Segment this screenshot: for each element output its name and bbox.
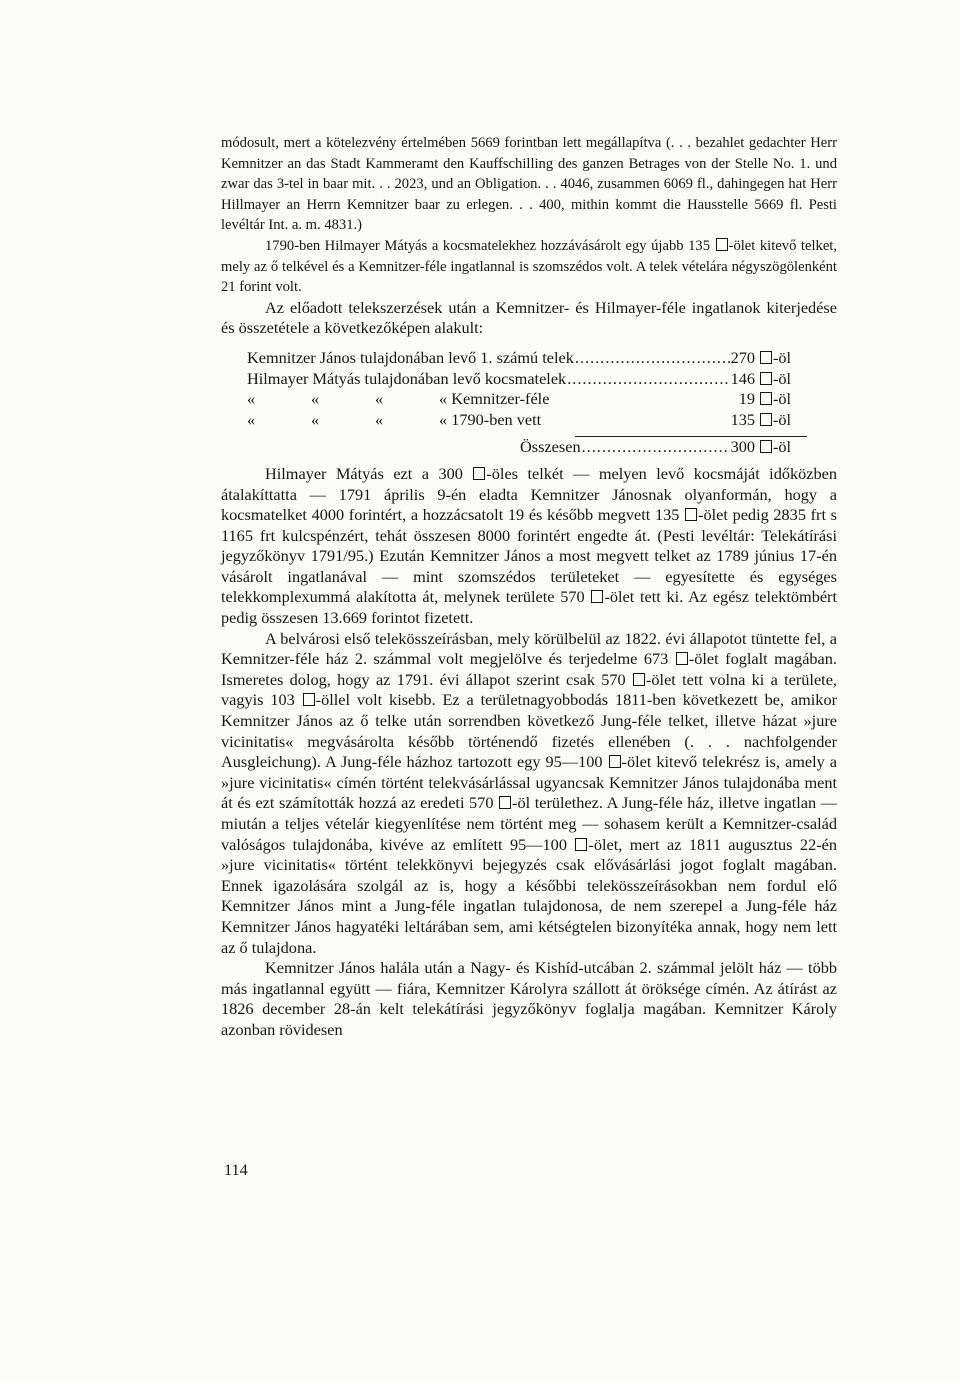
unit-text: -öl [773,389,792,409]
unit-text: -öl [773,368,792,388]
square-symbol-icon [591,590,603,603]
unit-text: -öl [773,409,792,429]
text-run: -ölet foglalt magában. Ismeretes dolog, hogy az 1791. évi állapot szerint csak 570 [221,649,837,689]
text-run: -ölet kitevő telekrész is, amely a »jure vicinitatis« címén történt telekvásárlással ugyancsak Kemnitzer János tulajdonába ment át és ezt számították hozzá az eredeti 570 [221,752,837,813]
ditto-mark: « [375,389,384,409]
row-value: 146 [730,368,755,388]
paragraph-4 [221,464,837,629]
row-unit [759,369,807,390]
paragraph-6: Kemnitzer János halála után a Nagy- és Kishíd-utcában 2. számmal jelölt ház — több más ingatlannal együtt — fiára, Kemnitzer Károlyra szállott át öröksége címén. Az átírást az 1826 december 28-án kelt telekátírási jegyzőkönyv foglalja magában. Kemnitzer Károly azonban rövidesen [221,958,837,1039]
square-symbol-icon [760,440,772,453]
ditto-mark: « [311,389,320,409]
text-run: -ölet, mert az 1811 augusztus 22-én »jure vicinitatis« történt telekkönyvi bejegyzés csak elővásárlási jogot foglalt magában. Ennek igazolására szolgál az is, hogy a későbbi telekösszeírásokban nem fordul elő Kemnitzer János mint a Jung-féle ingatlan tulajdonosa, de nem szerepel a Jung-féle ház Kemnitzer János hagyatéki leltárában sem, ami kétségtelen bizonyítéka annak, hogy nem lett az ő tulajdona. [221,834,837,957]
square-symbol-icon [760,413,772,426]
row-unit [759,410,807,431]
text-run: -ölet pedig 2835 frt s 1165 frt kulcspénzért, tehát összesen 8000 forintért engedte át. (Pesti levéltár: Telekátírási jegyzőkönyv 1791/95.) Ezután Kemnitzer János a most megvett telket az 1789 június 17-én vásárolt ingatlanával — mint szomszédos területeket — egyesítette és egységes telekkomplexummá alakította át, melynek területe 570 [221,505,837,607]
row-label-text: « Kemnitzer-féle [439,389,550,409]
square-symbol-icon [633,673,645,686]
table-row [247,389,807,410]
text-run: -öllel volt kisebb. Ez a területnagyobbodás 1811-ben következett be, amikor Kemnitzer János az ő telke után sorrendben következő Jung-féle telket, illetve házat »jure vicinitatis« megvásárolta később történendő fizetés ellenében (. . . nachfolgender Ausgleichung). A Jung-féle házhoz tartozott egy 95—100 [221,690,838,772]
square-symbol-icon [685,508,697,521]
paragraph-5 [221,629,837,959]
square-symbol-icon [760,372,772,385]
text-run: -ölet tett ki. Az egész telektömbért pedig összesen 13.669 forintot fizetett. [221,587,838,628]
unit-text: -öl [773,437,792,457]
text-run: 1790-ben Hilmayer Mátyás a kocsmatelekhez hozzávásárolt egy újabb 135 [265,237,710,254]
text-run: A belvárosi első telekösszeírásban, mely körülbelül az 1822. évi állapotot tüntette fel, a Kemnitzer-féle ház 2. számmal volt megjelölve és terjedelme 673 [221,628,837,669]
ditto-mark: « [247,389,256,409]
area-table [247,348,807,458]
text-run: -öles telkét — melyen levő kocsmáját időközben átalakíttatta — 1791 április 9-én eladta Kemnitzer Jánosnak olyanformán, hogy a kocsmatelket 4000 forintért, a hozzácsatolt 19 és később megvett 135 [221,463,837,525]
row-value: 19 [738,389,755,409]
row-label-text: « 1790-ben vett [439,409,542,429]
total-unit [759,437,807,458]
dot-leader [575,348,730,369]
row-value: 135 [730,409,755,429]
page-number: 114 [224,1160,248,1179]
paragraph-2 [221,236,837,298]
text-run: -ölet kitevő telket, mely az ő telkével és a Kemnitzer-féle ingatlannal is szomszédos volt. A telek vételára négyszögölenként 21 forint volt. [221,237,837,296]
ditto-mark: « [247,409,256,429]
total-value: 300 [730,437,755,457]
square-symbol-icon [716,238,728,251]
row-unit [759,389,807,410]
text-run: -öl területhez. A Jung-féle ház, illetve ingatlan —miután a teljes vételár kiegyenlítése nem történt meg — sohasem került a Kemnitzer-család valóságos tulajdonába, kivéve az említett 95—100 [221,793,837,854]
table-row [247,369,807,390]
row-label [247,389,549,410]
square-symbol-icon [303,693,315,706]
table-row [247,410,807,431]
square-symbol-icon [676,652,688,665]
dot-leader [582,437,730,458]
text-run: Hilmayer Mátyás ezt a 300 [265,463,463,483]
square-symbol-icon [473,467,485,480]
ditto-mark: « [311,409,320,429]
row-label: Kemnitzer János tulajdonában levő 1. számú telek [247,347,574,367]
unit-text: -öl [773,347,792,367]
square-symbol-icon [609,755,621,768]
total-row [520,437,807,458]
paragraph-1: módosult, mert a kötelezvény értelmében 5669 forintban lett megállapítva (. . . bezahlet gedachter Herr Kemnitzer an das Stadt Kammeramt den Kauffschilling des ganzen Betrages von der Stelle No. 1. und zwar das 3-tel in baar mit. . . 2023, und an Obligation. . . 4046, zusammen 6069 fl., dahingegen hat Herr Hillmayer an Herrn Kemnitzer baar zu erlegen. . . 400, mithin kommt die Hausstelle 5669 fl. Pesti levéltár Int. a. m. 4831.) [221,135,837,234]
square-symbol-icon [760,351,772,364]
dot-leader [567,369,729,390]
ditto-mark: « [375,409,384,429]
row-unit [759,348,807,369]
table-row [247,348,807,369]
square-symbol-icon [760,392,772,405]
text-run: -ölet tett volna ki a területe, vagyis 103 [221,669,838,710]
row-label: Hilmayer Mátyás tulajdonában levő kocsmatelek [247,368,567,388]
paragraph-3: Az előadott telekszerzések után a Kemnitzer- és Hilmayer-féle ingatlanok kiterjedése és összetétele a következőképen alakult: [221,297,837,338]
square-symbol-icon [499,796,511,809]
square-symbol-icon [575,838,587,851]
document-body [221,133,837,1041]
row-label [247,410,541,431]
row-value: 270 [730,347,755,367]
total-label: Összesen [520,437,581,457]
